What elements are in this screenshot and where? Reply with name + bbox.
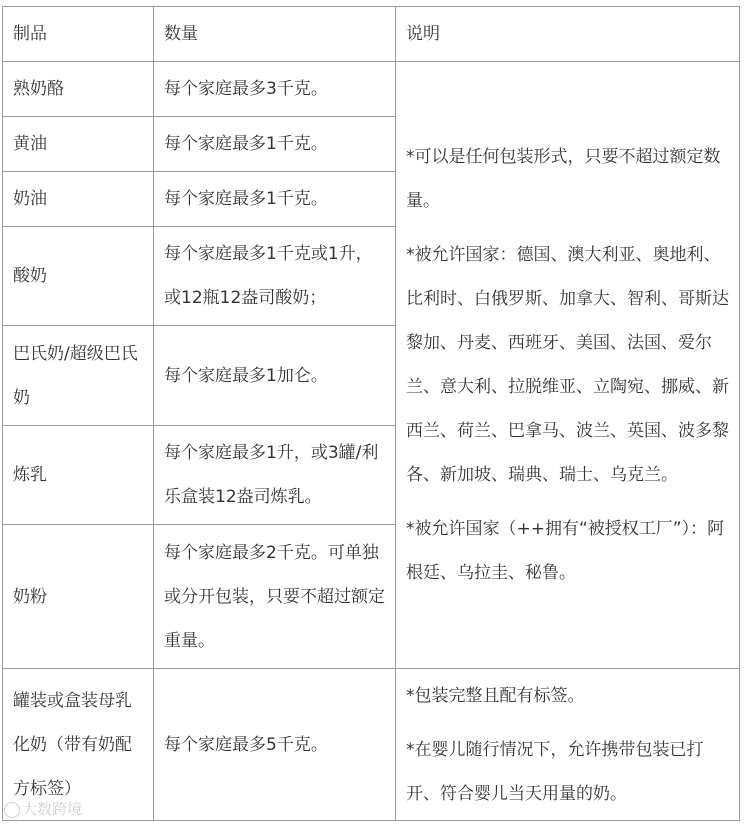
description-cell-formula: [396, 669, 740, 821]
dairy-allowance-table: [2, 6, 740, 821]
quantity-cell: 每个家庭最多5千克。: [154, 669, 396, 821]
description-note: *可以是任何包装形式，只要不超过额定数量。: [406, 147, 721, 211]
product-cell: 罐装或盒装母乳化奶（带有奶配方标签）: [3, 669, 154, 821]
product-cell: 熟奶酪: [3, 62, 154, 117]
description-note: *被允许国家：德国、澳大利亚、奥地利、比利时、白俄罗斯、加拿大、智利、哥斯达黎加、丹麦、西班牙、美国、法国、爱尔兰、意大利、拉脱维亚、立陶宛、挪威、新西兰、荷兰、巴拿马、波兰、英国、波多黎各、新加坡、瑞典、瑞士、乌克兰。: [406, 245, 729, 485]
watermark: [4, 799, 82, 819]
product-cell: 奶粉: [3, 525, 154, 669]
product-cell: 黄油: [3, 117, 154, 172]
description-note: *在婴儿随行情况下，允许携带包装已打开、符合婴儿当天用量的奶。: [406, 739, 704, 804]
product-cell: 奶油: [3, 172, 154, 227]
product-cell: 巴氏奶/超级巴氏奶: [3, 326, 154, 426]
watermark-logo-icon: [4, 802, 20, 818]
quantity-cell: 每个家庭最多3千克。: [154, 62, 396, 117]
quantity-cell: 每个家庭最多2千克。可单独或分开包装，只要不超过额定重量。: [154, 525, 396, 669]
description-cell-shared: [396, 62, 740, 669]
watermark-text: 大数跨境: [22, 800, 83, 818]
quantity-cell: 每个家庭最多1加仑。: [154, 326, 396, 426]
header-product: 制品: [3, 7, 154, 62]
product-cell: 炼乳: [3, 426, 154, 525]
table-header-row: [3, 7, 740, 62]
quantity-cell: 每个家庭最多1千克。: [154, 117, 396, 172]
quantity-cell: 每个家庭最多1千克。: [154, 172, 396, 227]
header-quantity: 数量: [154, 7, 396, 62]
quantity-cell: 每个家庭最多1升，或3罐/利乐盒装12盎司炼乳。: [154, 426, 396, 525]
header-description: 说明: [396, 7, 740, 62]
table-row: [3, 669, 740, 821]
table-row: [3, 62, 740, 117]
product-cell: 酸奶: [3, 227, 154, 326]
description-note: *被允许国家（++拥有“被授权工厂”）：阿根廷、乌拉圭、秘鲁。: [406, 519, 725, 583]
description-note: *包装完整且配有标签。: [406, 685, 585, 706]
quantity-cell: 每个家庭最多1千克或1升，或12瓶12盎司酸奶；: [154, 227, 396, 326]
